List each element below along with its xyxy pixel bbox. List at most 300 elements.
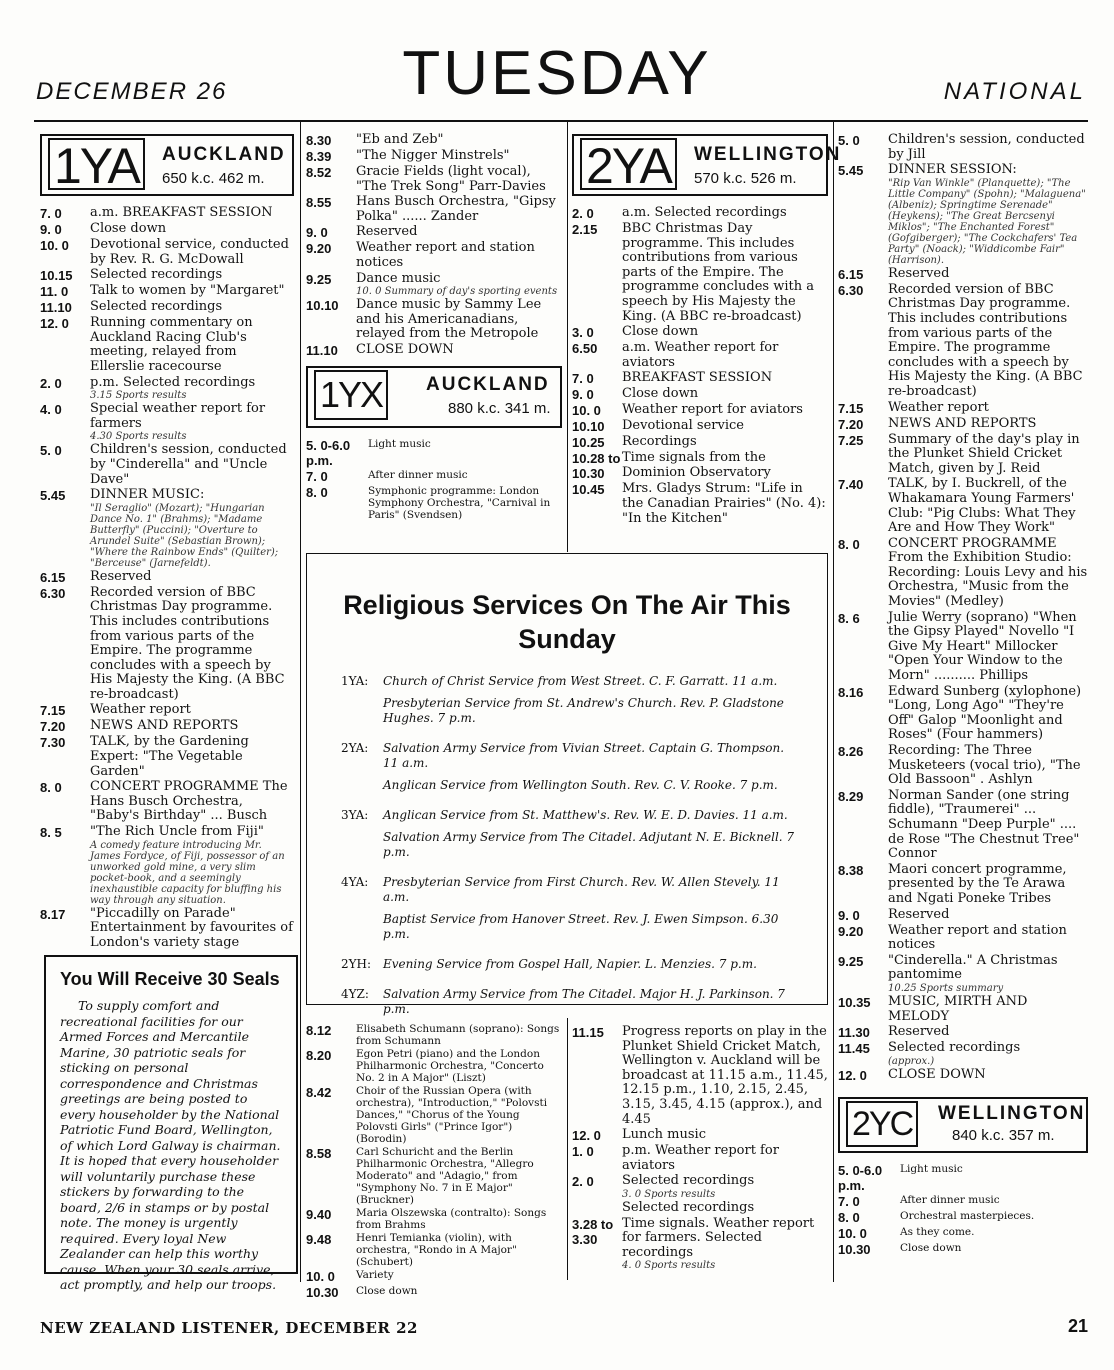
programme-item	[306, 1085, 562, 1145]
programme-time: 8. 0	[838, 536, 860, 552]
programme-item	[838, 1025, 1088, 1040]
programme-time: 2.15	[572, 222, 598, 237]
programme-description	[888, 789, 1088, 862]
programme-title: NEWS AND REPORTS	[90, 718, 239, 734]
programme-item	[40, 488, 294, 569]
programme-title: Recorded version of BBC Christmas Day programme. This includes contributions from various parts of the Empire. The programme concludes with a speech by His Majesty the King. (A BBC re-broadcast)	[90, 584, 285, 702]
programme-title: "Eb and Zeb"	[356, 132, 444, 147]
programme-time: 10.25	[572, 435, 605, 451]
service-entry	[341, 957, 801, 979]
column-2-bottom	[306, 1022, 562, 1301]
programme-time: 10. 0	[40, 238, 69, 253]
programme-title: Close down	[90, 221, 167, 236]
programme-title: Carl Schuricht and the Berlin Philharmonic Orchestra, "Allegro Moderato" and "Adagio," from "Symphony No. 7 in E Major" (Bruckner)	[356, 1146, 534, 1206]
programme-time: 9.25	[838, 953, 864, 969]
religious-title: Religious Services On The Air This Sunday	[343, 590, 791, 654]
programme-time: 8.26	[838, 744, 864, 759]
programme-description	[356, 343, 562, 358]
service-line: Baptist Service from Hanover Street. Rev. J. Ewen Simpson. 6.30 p.m.	[383, 912, 779, 941]
programme-title: Egon Petri (piano) and the London Philharmonic Orchestra, "Concerto No. 2 in A Major" (Liszt)	[356, 1048, 544, 1084]
programme-note: 3. 0 Sports results	[622, 1188, 716, 1200]
programme-time: 7. 0	[306, 468, 328, 484]
service-line: Salvation Army Service from The Citadel. Adjutant N. E. Bicknell. 7 p.m.	[383, 830, 795, 859]
programme-time: 8.17	[40, 906, 66, 922]
programme-title: Children's session, conducted by Jill	[888, 132, 1085, 162]
programme-time: 8.12	[306, 1023, 332, 1038]
programme-note: (approx.)	[888, 1055, 935, 1067]
programme-description	[356, 149, 562, 164]
programme-time: 7.40	[838, 477, 864, 493]
programme-time: 7.25	[838, 432, 864, 448]
programme-time: 8.42	[306, 1085, 332, 1100]
programme-item	[306, 298, 562, 342]
programme-description	[356, 195, 562, 224]
programme-description	[90, 376, 294, 402]
programme-title: Reserved	[356, 224, 418, 240]
programme-description	[900, 1194, 1088, 1209]
programme-time: 2. 0	[40, 375, 62, 391]
call-sign: 2YC	[846, 1101, 918, 1147]
programme-item	[572, 1201, 828, 1216]
programme-title: Gracie Fields (light vocal), "The Trek Song" Parr-Davies	[356, 164, 546, 194]
programme-item	[838, 1194, 1088, 1209]
programme-title: Weather report	[90, 702, 191, 718]
programme-time: 10.10	[306, 298, 339, 314]
column-divider	[567, 122, 568, 552]
column-4	[838, 132, 1088, 1258]
programme-time: 9. 0	[40, 222, 62, 237]
programme-description	[622, 435, 828, 450]
programme-title: Reserved	[90, 568, 152, 584]
programme-item	[838, 611, 1088, 684]
programme-time: 10. 0	[838, 1225, 867, 1241]
column-3-bottom	[572, 1024, 828, 1272]
header-day: TUESDAY	[402, 39, 712, 108]
programme-time: 9. 0	[306, 225, 328, 241]
programme-time: 11.45	[838, 1041, 870, 1057]
programme-time: 10.28 to 10.30	[572, 451, 621, 482]
programme-title: Dance music	[356, 270, 441, 286]
programme-time: 5.45	[838, 163, 864, 179]
programme-time: 11.10	[40, 300, 72, 316]
programme-description	[356, 1285, 562, 1300]
programme-description	[622, 1201, 828, 1216]
header-rule	[34, 120, 1088, 122]
programme-list	[306, 438, 562, 521]
programme-item	[838, 477, 1088, 535]
programme-title: Edward Sunberg (xylophone) "Long, Long Ago" "They're Off" Galop "Moonlight and Roses" (Four hammers)	[888, 683, 1082, 743]
programme-item	[40, 284, 294, 299]
programme-description	[900, 1242, 1088, 1257]
programme-time: 7.20	[838, 416, 864, 432]
programme-description	[90, 222, 294, 237]
programme-time: 9. 0	[572, 387, 594, 403]
programme-list	[572, 1025, 828, 1271]
programme-time: 9.40	[306, 1207, 332, 1222]
service-entry	[341, 808, 801, 867]
programme-time: 1. 0	[572, 1144, 594, 1160]
programme-time: 7. 0	[40, 206, 62, 221]
programme-item	[306, 1269, 562, 1284]
programme-description	[368, 438, 562, 468]
programme-description	[622, 206, 828, 221]
programme-description	[622, 325, 828, 340]
programme-item	[838, 685, 1088, 743]
seals-box	[44, 955, 298, 1292]
programme-title: Weather report and station notices	[888, 922, 1067, 953]
programme-title: a.m. Weather report for aviators	[622, 340, 779, 370]
programme-time: 7.15	[40, 703, 66, 719]
station-code: 1YA:	[341, 674, 369, 688]
programme-title: Close down	[356, 1285, 418, 1297]
programme-item	[306, 241, 562, 270]
programme-title: Weather report	[888, 399, 989, 415]
programme-description	[888, 611, 1088, 684]
programme-item	[572, 222, 828, 324]
programme-description	[90, 780, 294, 824]
programme-description	[90, 488, 294, 569]
service-lines	[383, 741, 801, 800]
programme-title: Reserved	[888, 906, 950, 922]
programme-item	[572, 419, 828, 434]
programme-item	[40, 222, 294, 237]
call-sign: 1YA	[48, 138, 145, 190]
programme-description	[356, 1207, 562, 1231]
programme-item	[838, 1163, 1088, 1193]
programme-item	[306, 438, 562, 468]
programme-title: Summary of the day's play in the Plunket Shield Cricket Match, given by J. Reid	[888, 431, 1080, 476]
programme-item	[40, 443, 294, 487]
programme-description	[90, 825, 294, 906]
programme-title: Choir of the Russian Opera (with orchestra), "Introduction," "Polovsti Dances," "Chorus of the Young Polovsti Girls" ("Prince Igor") (Borodin)	[356, 1085, 548, 1145]
programme-description	[888, 863, 1088, 907]
programme-description	[90, 284, 294, 299]
programme-description	[90, 300, 294, 315]
programme-item	[306, 1207, 562, 1231]
station-frequency: 570 k.c. 526 m.	[694, 170, 797, 187]
column-divider	[300, 122, 301, 1282]
programme-title: Special weather report for farmers	[90, 401, 266, 431]
programme-time: 6.50	[572, 341, 598, 357]
programme-item	[572, 482, 828, 526]
programme-description	[622, 387, 828, 402]
programme-time: 8.38	[838, 862, 864, 878]
programme-list	[306, 133, 562, 358]
programme-time: 7.30	[40, 735, 66, 751]
programme-item	[838, 744, 1088, 788]
programme-item	[838, 908, 1088, 923]
programme-item	[306, 469, 562, 484]
programme-time: 7.20	[40, 719, 66, 735]
programme-time: 9.20	[306, 241, 332, 257]
programme-title: p.m. Selected recordings	[90, 374, 256, 390]
programme-item	[572, 325, 828, 340]
programme-description	[356, 1269, 562, 1284]
programme-description	[90, 402, 294, 442]
programme-title: Weather report for aviators	[622, 402, 803, 418]
column-2-top	[306, 132, 562, 522]
programme-title: Julie Werry (soprano) "When the Gipsy Played" Novello "I Give My Heart" Millocker "Open Your Window to the Morn" .......... Phillips	[888, 609, 1077, 684]
programme-time: 5. 0-6.0 p.m.	[306, 437, 351, 468]
programme-item	[40, 238, 294, 267]
programme-time: 11.30	[838, 1025, 870, 1041]
programme-item	[40, 825, 294, 906]
programme-description	[90, 703, 294, 718]
programme-title: Reserved	[888, 1024, 950, 1040]
programme-time: 8. 0	[838, 1209, 860, 1225]
programme-title: NEWS AND REPORTS	[888, 415, 1037, 431]
station-code: 2YH:	[341, 957, 372, 971]
programme-description	[356, 225, 562, 240]
station-frequency: 650 k.c. 462 m.	[162, 170, 265, 187]
programme-list	[40, 206, 294, 950]
programme-title: Selected recordings	[888, 1040, 1021, 1056]
service-lines	[383, 808, 801, 867]
programme-item	[306, 1146, 562, 1206]
programme-time: 9.25	[306, 271, 332, 287]
service-line: Anglican Service from Wellington South. Rev. C. V. Rooke. 7 p.m.	[383, 778, 778, 792]
programme-description	[888, 1041, 1088, 1067]
programme-description	[90, 570, 294, 585]
call-sign: 2YA	[580, 138, 677, 190]
programme-description	[90, 907, 294, 951]
programme-description	[90, 735, 294, 779]
station-code: 4YA:	[341, 875, 369, 889]
programme-time: 9. 0	[838, 907, 860, 923]
programme-time: 7.15	[838, 400, 864, 416]
programme-time: 9.48	[306, 1232, 332, 1247]
programme-description	[888, 401, 1088, 416]
programme-title: Time signals. Weather report for farmers. Selected recordings	[622, 1215, 815, 1260]
programme-item	[306, 1285, 562, 1300]
programme-time: 3. 0	[572, 325, 594, 341]
programme-title: Maori concert programme, presented by the Te Arawa and Ngati Poneke Tribes	[888, 861, 1067, 906]
programme-item	[838, 1242, 1088, 1257]
station-frequency: 840 k.c. 357 m.	[952, 1126, 1055, 1144]
programme-title: Variety	[356, 1269, 394, 1281]
programme-description	[356, 298, 562, 342]
programme-time: 5.45	[40, 488, 66, 504]
programme-title: a.m. BREAKFAST SESSION	[90, 205, 273, 220]
programme-item	[40, 586, 294, 703]
programme-description	[90, 586, 294, 703]
programme-item	[40, 402, 294, 442]
programme-time: 8.16	[838, 684, 864, 700]
programme-time: 12. 0	[572, 1128, 601, 1144]
programme-time: 2. 0	[572, 206, 594, 221]
programme-description	[900, 1210, 1088, 1225]
programme-time: 8. 6	[838, 610, 860, 626]
programme-description	[368, 485, 562, 521]
programme-item	[40, 570, 294, 585]
programme-title: BBC Christmas Day programme. This includes contributions from various parts of the Empire. The programme concludes with a speech by His Majesty the King. (A BBC re-broadcast)	[622, 221, 815, 324]
station-city: WELLINGTON	[938, 1102, 1086, 1124]
programme-description	[888, 908, 1088, 923]
programme-item	[306, 165, 562, 194]
programme-description	[888, 133, 1088, 162]
service-lines	[383, 987, 801, 1024]
programme-note: 10. 0 Summary of day's sporting events	[356, 286, 558, 298]
programme-time: 5. 0	[838, 133, 860, 148]
programme-time	[572, 1201, 622, 1216]
service-line: Evening Service from Gospel Hall, Napier. L. Menzies. 7 p.m.	[383, 957, 757, 971]
programme-title: CLOSE DOWN	[888, 1066, 986, 1082]
programme-title: Talk to women by "Margaret"	[90, 283, 285, 299]
programme-title: Selected recordings	[90, 299, 223, 315]
programme-item	[40, 376, 294, 402]
programme-title: Light music	[368, 437, 431, 450]
religious-services-box	[306, 553, 828, 1016]
programme-note: 4.30 Sports results	[90, 431, 187, 443]
programme-description	[888, 1068, 1088, 1083]
programme-item	[306, 1232, 562, 1268]
programme-title: "The Nigger Minstrels"	[356, 148, 510, 163]
service-entry	[341, 987, 801, 1024]
programme-item	[572, 387, 828, 402]
programme-time: 11. 0	[40, 284, 69, 300]
programme-title: Light music	[900, 1162, 963, 1175]
programme-description	[356, 241, 562, 270]
station-frequency: 880 k.c. 341 m.	[448, 399, 551, 417]
programme-title: Selected recordings	[622, 1199, 755, 1215]
programme-time: 8.58	[306, 1146, 332, 1161]
programme-description	[888, 954, 1088, 994]
programme-title: Close down	[622, 324, 699, 340]
programme-description	[356, 272, 562, 298]
programme-time: 7. 0	[572, 371, 594, 387]
programme-item	[40, 300, 294, 315]
programme-title: Selected recordings	[90, 267, 223, 283]
programme-description	[888, 744, 1088, 788]
programme-title: BREAKFAST SESSION	[622, 370, 773, 386]
programme-item	[838, 1210, 1088, 1225]
programme-list	[306, 1023, 562, 1300]
service-entry	[341, 875, 801, 949]
programme-item	[838, 1068, 1088, 1083]
programme-title: CLOSE DOWN	[356, 341, 454, 357]
programme-time: 7. 0	[838, 1193, 860, 1209]
station-banner-1ya	[40, 134, 294, 196]
service-line: Anglican Service from St. Matthew's. Rev. W. E. D. Davies. 11 a.m.	[383, 808, 788, 822]
programme-description	[622, 1128, 828, 1143]
programme-item	[306, 272, 562, 298]
programme-item	[572, 1144, 828, 1173]
programme-time: 12. 0	[838, 1067, 867, 1083]
programme-title: a.m. Selected recordings	[622, 205, 787, 220]
programme-title: Dance music by Sammy Lee and his Americanadians, relayed from the Metropole	[356, 297, 542, 342]
programme-time: 8.55	[306, 195, 332, 211]
programme-description	[900, 1226, 1088, 1241]
programme-time: 10. 0	[572, 403, 601, 419]
programme-title: CONCERT PROGRAMME The Hans Busch Orchestra, "Baby's Birthday" ... Busch	[90, 779, 288, 824]
programme-title: Recorded version of BBC Christmas Day programme. This includes contributions from various parts of the Empire. The programme concludes with a speech by His Majesty the King. (A BBC re-broadcast)	[888, 281, 1083, 399]
programme-description	[888, 685, 1088, 743]
footer-publication: NEW ZEALAND LISTENER, DECEMBER 22	[40, 1319, 418, 1337]
programme-item	[838, 1041, 1088, 1067]
programme-time: 4. 0	[40, 402, 62, 418]
programme-description	[622, 419, 828, 434]
programme-title: Norman Sander (one string fiddle), "Traumerei" ... Schumann "Deep Purple" .... de Rose "The Chestnut Tree" Connor	[888, 787, 1080, 862]
programme-description	[622, 482, 828, 526]
programme-description	[888, 267, 1088, 282]
programme-description	[90, 238, 294, 267]
header-network: NATIONAL	[943, 78, 1086, 105]
programme-item	[306, 225, 562, 240]
programme-title: DINNER MUSIC:	[90, 487, 205, 503]
programme-title: Maria Olszewska (contralto): Songs from Brahms	[356, 1207, 547, 1231]
programme-title: Orchestral masterpieces.	[900, 1209, 1035, 1222]
column-2ya	[572, 128, 842, 527]
programme-item	[838, 789, 1088, 862]
programme-description	[622, 341, 828, 370]
programme-note: "Il Seraglio" (Mozart); "Hungarian Dance No. 1" (Brahms); "Madame Butterfly" (Puccini); "Overture to Arundel Suite" (Sebastian Brown); "Where the Rainbow Ends" (Quilter); "Berceuse" (Jarnefeldt).	[90, 502, 279, 569]
programme-time: 9.20	[838, 923, 864, 939]
service-lines	[383, 674, 801, 733]
programme-description	[622, 403, 828, 418]
programme-description	[888, 283, 1088, 400]
programme-item	[838, 133, 1088, 162]
programme-item	[40, 206, 294, 221]
programme-item	[306, 485, 562, 521]
programme-item	[838, 163, 1088, 266]
programme-time: 10.10	[572, 419, 605, 435]
programme-time: 10.15	[40, 268, 73, 284]
programme-title: Recording: The Three Musketeers (vocal trio), "The Old Bassoon" . Ashlyn	[888, 743, 1081, 788]
programme-item	[40, 780, 294, 824]
programme-title: Recordings	[622, 434, 697, 450]
programme-time: 5. 0	[40, 443, 62, 459]
programme-description	[622, 1144, 828, 1173]
programme-description	[356, 1232, 562, 1268]
programme-item	[572, 206, 828, 221]
programme-title: Mrs. Gladys Strum: "Life in the Canadian Prairies" (No. 4): "In the Kitchen"	[622, 481, 826, 526]
call-sign: 1YX	[314, 370, 388, 420]
programme-title: Selected recordings	[622, 1173, 755, 1189]
programme-time: 10. 0	[306, 1269, 335, 1284]
programme-list	[572, 206, 828, 526]
programme-item	[572, 451, 828, 481]
programme-time: 10.30	[838, 1241, 871, 1257]
programme-time: 6.30	[40, 585, 66, 601]
programme-time: 5. 0-6.0 p.m.	[838, 1162, 883, 1193]
programme-title: TALK, by the Gardening Expert: "The Vegetable Garden"	[90, 734, 249, 779]
programme-time: 8. 0	[40, 780, 62, 796]
programme-title: Devotional service, conducted by Rev. R. G. McDowall	[90, 237, 289, 267]
programme-description	[356, 1146, 562, 1206]
column-1ya	[40, 128, 294, 951]
programme-title: Lunch music	[622, 1127, 706, 1143]
programme-description	[90, 719, 294, 734]
programme-title: p.m. Weather report for aviators	[622, 1143, 779, 1173]
programme-time: 10.35	[838, 994, 871, 1010]
programme-time: 12. 0	[40, 316, 69, 332]
programme-item	[306, 195, 562, 224]
programme-item	[40, 268, 294, 283]
programme-title: Elisabeth Schumann (soprano): Songs from Schumann	[356, 1023, 560, 1047]
programme-item	[306, 133, 562, 148]
programme-title: Close down	[622, 386, 699, 402]
programme-item	[572, 371, 828, 386]
programme-time: 8.39	[306, 149, 332, 164]
column-divider	[833, 122, 834, 1282]
programme-item	[838, 924, 1088, 953]
programme-time: 6.15	[40, 569, 66, 585]
programme-description	[90, 206, 294, 221]
programme-title: Symphonic programme: London Symphony Orchestra, "Carnival in Paris" (Svendsen)	[368, 484, 551, 521]
programme-title: DINNER SESSION:	[888, 162, 1017, 178]
programme-title: CONCERT PROGRAMME From the Exhibition Studio: Recording: Louis Levy and his Orchestra, "Music from the Movies" (Medley)	[888, 535, 1088, 610]
programme-title: Weather report and station notices	[356, 240, 535, 270]
